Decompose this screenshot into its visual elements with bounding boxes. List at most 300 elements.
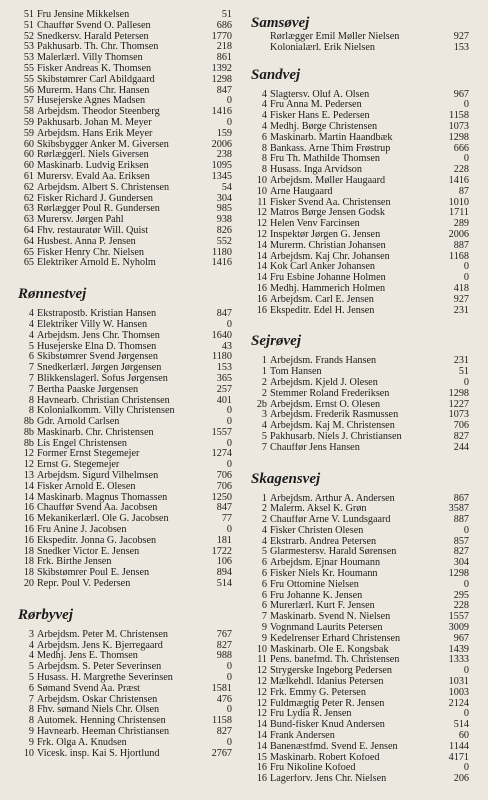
- tax-amount: 514: [216, 579, 232, 590]
- resident-name: Havnearb. Heeman Christiansen: [37, 727, 170, 738]
- house-number: 4: [261, 100, 267, 111]
- tax-amount: 826: [216, 225, 232, 236]
- house-number: 18: [23, 568, 34, 579]
- resident-name: Kok Carl Anker Johansen: [270, 262, 375, 273]
- list-item: [18, 471, 232, 482]
- resident-name: Snedkersv. Harald Petersen: [37, 31, 149, 42]
- tax-amount: 847: [216, 85, 232, 96]
- resident-name: Arbejdsm. Jens K. Bjerregaard: [37, 640, 163, 651]
- tax-amount: 887: [453, 515, 469, 526]
- tax-amount: 1158: [449, 111, 469, 122]
- resident-name: Kolonialkomm. Villy Christensen: [37, 406, 175, 417]
- resident-name: Elektriker Arnold E. Nyholm: [37, 258, 156, 269]
- house-number: 12: [256, 677, 267, 688]
- house-number: 6: [261, 558, 267, 569]
- house-number: 5: [261, 547, 267, 558]
- tax-amount: 1770: [211, 31, 232, 42]
- tax-amount: 0: [463, 709, 469, 720]
- house-number: 12: [256, 709, 267, 720]
- list-item: [251, 284, 469, 295]
- list-item: [251, 612, 469, 623]
- resident-name: Rørlæggerl. Niels Giversen: [37, 150, 149, 161]
- tax-amount: 3587: [448, 504, 469, 515]
- tax-amount: 1298: [211, 74, 232, 85]
- resident-name: Murersv. Jørgen Pahl: [37, 215, 124, 226]
- tax-amount: 51: [458, 367, 469, 378]
- house-number: 8: [28, 716, 34, 727]
- house-number: 12: [256, 208, 267, 219]
- house-number: 60: [23, 139, 34, 150]
- tax-amount: 218: [216, 42, 232, 53]
- resident-name: Arbejdsm. Jens Chr. Thomsen: [37, 330, 160, 341]
- resident-name: Ekspeditr. Edel H. Jensen: [270, 305, 375, 316]
- list-item: [251, 677, 469, 688]
- tax-amount: 401: [216, 395, 232, 406]
- tax-amount: 0: [463, 154, 469, 165]
- tax-amount: 938: [216, 215, 232, 226]
- list-item: [251, 133, 469, 144]
- tax-amount: 257: [216, 384, 232, 395]
- list-item: [18, 547, 232, 558]
- resident-name: Inspektør Jørgen G. Jensen: [270, 229, 381, 240]
- house-number: 12: [23, 449, 34, 460]
- list-item: [18, 579, 232, 590]
- house-number: 61: [23, 171, 34, 182]
- resident-name: Fru Anna M. Pedersen: [270, 100, 362, 111]
- tax-amount: 2124: [448, 698, 469, 709]
- list-item: [18, 651, 232, 662]
- resident-name: Medhj. Børge Christensen: [270, 121, 378, 132]
- house-number: 1: [261, 356, 267, 367]
- tax-amount: 1345: [211, 171, 232, 182]
- tax-amount: 228: [453, 601, 469, 612]
- tax-amount: 666: [453, 143, 469, 154]
- list-item: [18, 320, 232, 331]
- house-number: 16: [256, 763, 267, 774]
- tax-amount: 1439: [448, 644, 469, 655]
- list-item: [251, 165, 469, 176]
- house-number: 59: [23, 128, 34, 139]
- list-item: [18, 150, 232, 161]
- tax-amount: 1392: [211, 63, 232, 74]
- tax-amount: 1158: [212, 716, 232, 727]
- resident-name: Havnearb. Christian Christensen: [37, 395, 170, 406]
- list-item: [251, 558, 469, 569]
- list-item: [251, 623, 469, 634]
- house-number: 10: [256, 186, 267, 197]
- list-item: [18, 630, 232, 641]
- resident-name: Fisker Henry Chr. Nielsen: [37, 247, 144, 258]
- list-item: [251, 763, 469, 774]
- list-item: [251, 753, 469, 764]
- tax-amount: 206: [453, 774, 469, 785]
- house-number: 14: [256, 731, 267, 742]
- house-number: 3: [261, 410, 267, 421]
- resident-name: Fisker Svend Aa. Christensen: [270, 197, 391, 208]
- tax-amount: 1416: [448, 175, 469, 186]
- ronnestvej-list: [18, 309, 232, 590]
- house-number: 11: [257, 655, 267, 666]
- list-item: [251, 90, 469, 101]
- house-number: 18: [23, 557, 34, 568]
- list-item: [251, 273, 469, 284]
- list-item: [251, 655, 469, 666]
- tax-amount: 867: [453, 493, 469, 504]
- resident-name: Arbejdsm. Carl E. Jensen: [270, 294, 374, 305]
- tax-amount: 0: [226, 417, 232, 428]
- continued-street-list: [18, 10, 232, 269]
- list-item: [251, 262, 469, 273]
- house-number: 15: [256, 752, 267, 763]
- house-number: 8: [28, 705, 34, 716]
- resident-name: Kedelrenser Erhard Christensen: [270, 633, 401, 644]
- house-number: 51: [23, 20, 34, 31]
- list-item: [251, 515, 469, 526]
- list-item: [251, 122, 469, 133]
- resident-name: Malerm. Aksel K. Grøn: [270, 504, 367, 515]
- list-item: [18, 204, 232, 215]
- tax-amount: 706: [216, 481, 232, 492]
- tax-amount: 0: [226, 662, 232, 673]
- house-number: 6: [261, 569, 267, 580]
- house-number: 9: [261, 623, 267, 634]
- list-item: [251, 569, 469, 580]
- house-number: 5: [261, 431, 267, 442]
- resident-name: Maskinarb. Svend N. Nielsen: [270, 612, 391, 623]
- resident-name: Ernst G. Stegemejer: [37, 460, 120, 471]
- list-item: [18, 439, 232, 450]
- list-item: [251, 432, 469, 443]
- tax-amount: 153: [453, 42, 469, 53]
- house-number: 5: [28, 341, 34, 352]
- house-number: 7: [28, 384, 34, 395]
- list-item: [18, 749, 232, 760]
- resident-name: Pakhusarb. Th. Chr. Thomsen: [37, 42, 159, 53]
- house-number: 16: [256, 283, 267, 294]
- resident-name: Arbejdsm. Peter M. Christensen: [37, 629, 169, 640]
- tax-amount: 1250: [211, 492, 232, 503]
- tax-amount: 894: [216, 568, 232, 579]
- tax-amount: 927: [453, 32, 469, 42]
- house-number: 14: [256, 251, 267, 262]
- tax-amount: 1073: [448, 121, 469, 132]
- resident-name: Murerlærl. Kurt F. Jensen: [270, 601, 375, 612]
- tax-amount: 1581: [211, 683, 232, 694]
- tax-amount: 4171: [448, 752, 469, 763]
- tax-amount: 231: [453, 356, 469, 367]
- resident-name: Arbejdsm. Frands Hansen: [270, 356, 377, 367]
- house-number: 4: [28, 330, 34, 341]
- resident-name: Chauffør Jens Hansen: [270, 442, 360, 453]
- house-number: 10: [23, 748, 34, 759]
- resident-name: Pakhusarb. Johan M. Meyer: [37, 117, 152, 128]
- house-number: 6: [261, 601, 267, 612]
- resident-name: Maskinarb. Martin Haandbæk: [270, 132, 393, 143]
- right-column: [251, 0, 469, 785]
- resident-name: Automek. Henning Christensen: [37, 716, 166, 727]
- sejrovej-list: [251, 356, 469, 453]
- house-number: 12: [256, 666, 267, 677]
- street-heading-ronnestvej: Rønnestvej: [18, 286, 87, 303]
- tax-amount: 827: [216, 640, 232, 651]
- house-number: 10: [256, 175, 267, 186]
- resident-name: Rørlægger Emil Møller Nielsen: [270, 32, 400, 42]
- resident-name: Arne Haugaard: [270, 186, 333, 197]
- house-number: 60: [23, 150, 34, 161]
- list-item: [251, 111, 469, 122]
- list-item: [18, 183, 232, 194]
- resident-name: Murerm. Hans Chr. Hansen: [37, 85, 150, 96]
- resident-name: Fru Ottomine Nielsen: [270, 579, 359, 590]
- list-item: [18, 140, 232, 151]
- resident-name: Skibsbygger Anker M. Giversen: [37, 139, 169, 150]
- resident-name: Husass. Inga Arvidson: [270, 165, 362, 176]
- tax-amount: 847: [216, 503, 232, 514]
- house-number: 58: [23, 107, 34, 118]
- list-item: [18, 385, 232, 396]
- tax-amount: 1227: [448, 399, 469, 410]
- house-number: 3: [28, 629, 34, 640]
- resident-name: Fru Nikoline Kofoed: [270, 763, 356, 774]
- house-number: 8: [261, 143, 267, 154]
- list-item: [18, 331, 232, 342]
- tax-amount: 1557: [448, 612, 469, 623]
- tax-amount: 476: [216, 694, 232, 705]
- house-number: 8b: [23, 438, 34, 449]
- list-item: [251, 252, 469, 263]
- house-number: 7: [28, 373, 34, 384]
- tax-amount: 289: [453, 219, 469, 230]
- tax-amount: 1557: [211, 427, 232, 438]
- list-item: [251, 421, 469, 432]
- resident-name: Arbejdsm. Kaj M. Christensen: [270, 421, 395, 432]
- house-number: 12: [256, 229, 267, 240]
- tax-amount: 767: [216, 629, 232, 640]
- house-number: 14: [256, 273, 267, 284]
- resident-name: Arbejdsm. Møller Haugaard: [270, 175, 386, 186]
- list-item: [251, 378, 469, 389]
- list-item: [18, 493, 232, 504]
- house-number: 14: [256, 741, 267, 752]
- resident-name: Maskinarb. Ludvig Eriksen: [37, 161, 149, 172]
- house-number: 65: [23, 247, 34, 258]
- list-item: [18, 536, 232, 547]
- list-item: [18, 118, 232, 129]
- rorbyvej-list: [18, 630, 232, 760]
- resident-name: Fisker Richard J. Gundersen: [37, 193, 154, 204]
- tax-amount: 228: [453, 165, 469, 176]
- tax-amount: 0: [463, 273, 469, 284]
- resident-name: Fru Th. Mathilde Thomsen: [270, 154, 380, 165]
- list-item: [18, 75, 232, 86]
- tax-amount: 1640: [211, 330, 232, 341]
- list-item: [18, 738, 232, 749]
- house-number: 16: [256, 305, 267, 316]
- house-number: 53: [23, 42, 34, 53]
- house-number: 51: [23, 10, 34, 20]
- house-number: 14: [256, 262, 267, 273]
- house-number: 16: [256, 774, 267, 785]
- resident-name: Gdr. Arnold Carlsen: [37, 417, 120, 428]
- list-item: [18, 406, 232, 417]
- resident-name: Fru Johanne K. Jensen: [270, 590, 363, 601]
- tax-amount: 418: [453, 283, 469, 294]
- resident-name: Stemmer Roland Frederiksen: [270, 388, 390, 399]
- tax-amount: 0: [463, 377, 469, 388]
- tax-amount: 1073: [448, 410, 469, 421]
- resident-name: Repr. Poul V. Pedersen: [37, 579, 131, 590]
- resident-name: Skibstømrer Carl Abildgaard: [37, 74, 155, 85]
- tax-amount: 51: [221, 10, 232, 20]
- tax-amount: 60: [458, 731, 469, 742]
- resident-name: Fhv. restauratør Will. Quist: [37, 225, 149, 236]
- list-item: [18, 525, 232, 536]
- tax-amount: 847: [216, 309, 232, 320]
- house-number: 59: [23, 117, 34, 128]
- list-item: [18, 684, 232, 695]
- resident-name: Ekspeditr. Jonna G. Jacobsen: [37, 535, 157, 546]
- tax-amount: 1095: [211, 161, 232, 172]
- house-number: 55: [23, 63, 34, 74]
- list-item: [18, 64, 232, 75]
- tax-amount: 1711: [449, 208, 469, 219]
- house-number: 14: [256, 240, 267, 251]
- house-number: 12: [256, 698, 267, 709]
- house-number: 10: [256, 644, 267, 655]
- house-number: 8: [28, 406, 34, 417]
- list-item: [18, 215, 232, 226]
- resident-name: Frank Andersen: [270, 731, 335, 742]
- list-item: [18, 226, 232, 237]
- resident-name: Fisker Andreas K. Thomsen: [37, 63, 152, 74]
- resident-name: Rørlægger Poul R. Gundersen: [37, 204, 160, 215]
- house-number: 5: [28, 662, 34, 673]
- resident-name: Bund-fisker Knud Andersen: [270, 720, 385, 731]
- house-number: 56: [23, 85, 34, 96]
- house-number: 6: [261, 590, 267, 601]
- list-item: [18, 641, 232, 652]
- list-item: [18, 352, 232, 363]
- list-item: [18, 161, 232, 172]
- house-number: 4: [28, 651, 34, 662]
- tax-amount: 0: [226, 96, 232, 107]
- tax-amount: 231: [453, 305, 469, 316]
- resident-name: Husass. H. Margrethe Severinsen: [37, 673, 173, 684]
- house-number: 4: [28, 640, 34, 651]
- list-item: [18, 705, 232, 716]
- house-number: 9: [261, 633, 267, 644]
- list-item: [251, 645, 469, 656]
- house-number: 6: [28, 352, 34, 363]
- tax-amount: 153: [216, 363, 232, 374]
- tax-amount: 988: [216, 651, 232, 662]
- tax-amount: 304: [216, 193, 232, 204]
- list-item: [251, 198, 469, 209]
- house-number: 14: [256, 720, 267, 731]
- resident-name: Arbejdsm. Oskar Christensen: [37, 694, 158, 705]
- tax-amount: 2006: [211, 139, 232, 150]
- tax-amount: 827: [453, 431, 469, 442]
- list-item: [18, 662, 232, 673]
- resident-name: Husbest. Anna P. Jensen: [37, 236, 136, 247]
- resident-name: Arbejdsm. Theodor Steenberg: [37, 107, 160, 118]
- street-heading-sejrovej: Sejrøvej: [251, 333, 301, 350]
- list-item: [18, 727, 232, 738]
- tax-amount: 1010: [448, 197, 469, 208]
- list-item: [251, 32, 469, 43]
- tax-amount: 0: [226, 319, 232, 330]
- list-item: [18, 374, 232, 385]
- tax-amount: 0: [226, 525, 232, 536]
- tax-amount: 295: [453, 590, 469, 601]
- list-item: [251, 410, 469, 421]
- tax-amount: 967: [453, 633, 469, 644]
- house-number: 64: [23, 225, 34, 236]
- resident-name: Fru Anine J. Jacobsen: [37, 525, 127, 536]
- street-heading-rorbyvej: Rørbyvej: [18, 606, 73, 623]
- resident-name: Ekstrapostb. Kristian Hansen: [37, 309, 157, 320]
- resident-name: Murersv. Evald Aa. Eriksen: [37, 171, 150, 182]
- list-item: [251, 389, 469, 400]
- house-number: 4: [261, 421, 267, 432]
- tax-amount: 686: [216, 20, 232, 31]
- house-number: 8: [261, 165, 267, 176]
- house-number: 4: [28, 319, 34, 330]
- house-number: 7: [28, 694, 34, 705]
- house-number: 4: [261, 111, 267, 122]
- resident-name: Husejerske Elna D. Thomsen: [37, 341, 157, 352]
- list-item: [18, 695, 232, 706]
- house-number: 7: [28, 363, 34, 374]
- list-item: [251, 720, 469, 731]
- house-number: 64: [23, 236, 34, 247]
- house-number: 8b: [23, 417, 34, 428]
- tax-amount: 0: [463, 763, 469, 774]
- tax-amount: 2006: [448, 229, 469, 240]
- resident-name: Chauffør Svend Aa. Jacobsen: [37, 503, 158, 514]
- resident-name: Fru Esbine Johanne Holmen: [270, 273, 386, 284]
- house-number: 62: [23, 193, 34, 204]
- house-number: 20: [23, 579, 34, 590]
- house-number: 12: [256, 219, 267, 230]
- resident-name: Arbejdsm. S. Peter Severinsen: [37, 662, 162, 673]
- list-item: [18, 86, 232, 97]
- list-item: [251, 666, 469, 677]
- resident-name: Chauffør Arne V. Lundsgaard: [270, 515, 391, 526]
- list-item: [18, 32, 232, 43]
- tax-amount: 0: [463, 262, 469, 273]
- list-item: [251, 208, 469, 219]
- street-heading-skagensvej: Skagensvej: [251, 470, 321, 487]
- list-item: [251, 580, 469, 591]
- resident-name: Fru Jensine Mikkelsen: [37, 10, 130, 20]
- resident-name: Medhj. Jens E. Thomsen: [37, 651, 138, 662]
- tax-amount: 1416: [211, 107, 232, 118]
- house-number: 2: [261, 515, 267, 526]
- list-item: [18, 428, 232, 439]
- resident-name: Bankass. Arne Thim Frøstrup: [270, 143, 391, 154]
- resident-name: Strygerske Ingeborg Pedersen: [270, 666, 393, 677]
- tax-amount: 827: [216, 727, 232, 738]
- list-item: [18, 482, 232, 493]
- resident-name: Pakhusarb. Niels J. Christiansen: [270, 431, 402, 442]
- list-item: [18, 53, 232, 64]
- resident-name: Sømand Svend Aa. Præst: [37, 683, 141, 694]
- list-item: [18, 417, 232, 428]
- house-number: 63: [23, 204, 34, 215]
- list-item: [251, 504, 469, 515]
- resident-name: Fisker Christen Olesen: [270, 525, 364, 536]
